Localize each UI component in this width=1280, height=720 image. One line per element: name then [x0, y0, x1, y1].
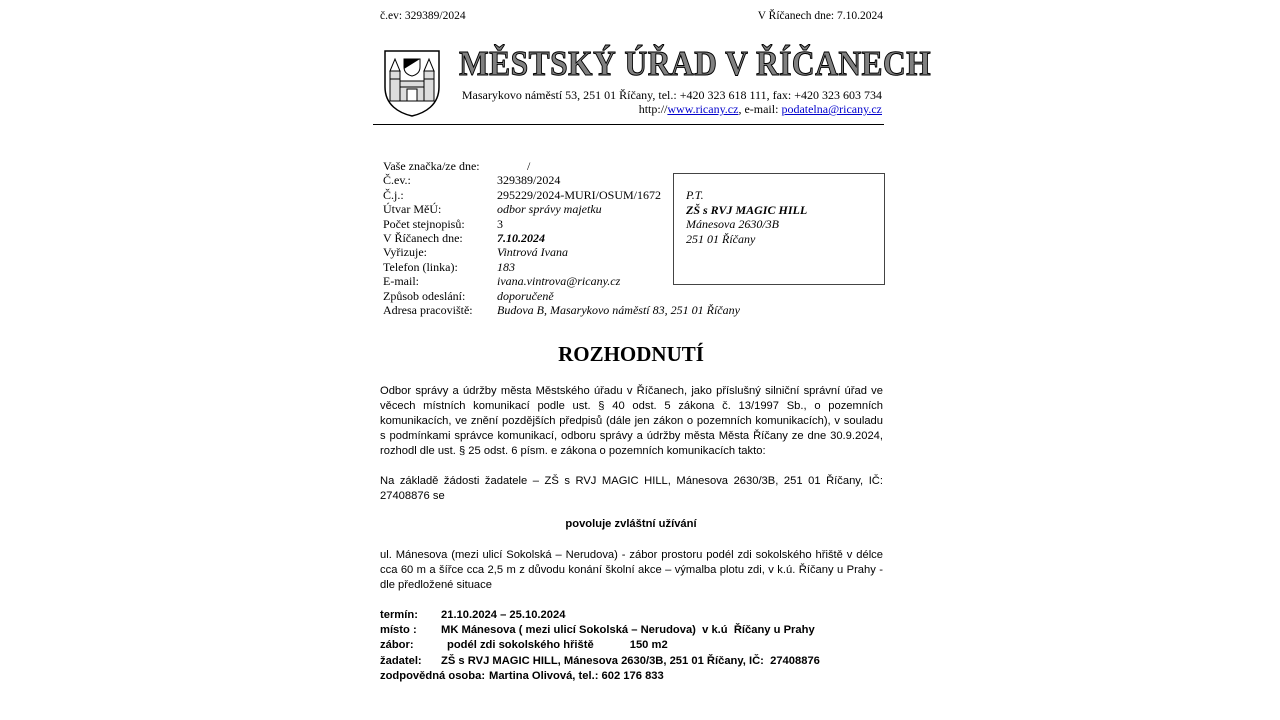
recipient-city: 251 01 Říčany	[686, 231, 756, 246]
detail-row-applicant	[380, 654, 820, 669]
meta-value: Vintrová Ivana	[497, 245, 568, 260]
meta-row	[383, 289, 740, 303]
http-prefix: http://	[638, 102, 668, 116]
detail-value: Martina Olivová, tel.: 602 176 833	[489, 669, 664, 682]
meta-label: Adresa pracoviště:	[383, 303, 473, 318]
recipient-name: ZŠ s RVJ MAGIC HILL	[686, 202, 808, 217]
recipient-street: Mánesova 2630/3B	[686, 217, 779, 231]
recipient-address-box	[673, 173, 885, 285]
meta-value: 295229/2024-MURI/OSUM/1672	[497, 187, 662, 202]
detail-label: žadatel:	[380, 654, 422, 667]
city-coat-of-arms-icon	[383, 49, 441, 117]
meta-value: ivana.vintrova@ricany.cz	[497, 274, 621, 289]
detail-row-place	[380, 623, 820, 638]
decision-verdict: povoluje zvláštní užívání	[565, 518, 697, 530]
meta-label: V Říčanech dne:	[383, 231, 463, 246]
office-contacts	[639, 102, 882, 117]
detail-value: ZŠ s RVJ MAGIC HILL, Mánesova 2630/3B, 251 01 Říčany, IČ: 27408876	[441, 654, 820, 667]
meta-value: 329389/2024	[497, 173, 561, 188]
meta-value: Budova B, Masarykovo náměstí 83, 251 01 Říčany	[497, 303, 740, 318]
meta-value: /	[497, 159, 531, 173]
detail-value: MK Mánesova ( mezi ulicí Sokolská – Nerudova) v k.ú Říčany u Prahy	[441, 624, 815, 637]
email-link[interactable]: podatelna@ricany.cz	[781, 102, 882, 116]
email-prefix: , e-mail:	[738, 102, 782, 116]
meta-value: 7.10.2024	[497, 231, 545, 246]
detail-label: termín:	[380, 609, 418, 621]
meta-label: Telefon (linka):	[383, 259, 458, 274]
meta-label: Vyřizuje:	[383, 245, 427, 260]
meta-row	[383, 303, 740, 317]
detail-value: 21.10.2024 – 25.10.2024	[441, 609, 566, 621]
detail-area: 150 m2	[629, 639, 668, 652]
detail-row-term	[380, 608, 820, 623]
detail-label: zodpovědná osoba:	[380, 669, 486, 682]
meta-label: E-mail:	[383, 274, 419, 289]
detail-label: zábor:	[380, 639, 414, 652]
meta-row	[383, 159, 740, 173]
detail-row-responsible	[380, 669, 820, 684]
meta-value: doporučeně	[497, 288, 554, 303]
recipient-salutation: P.T.	[686, 188, 704, 202]
office-address: Masarykovo náměstí 53, 251 01 Říčany, tel.: +420 323 618 111, fax: +420 323 603 734	[461, 88, 882, 102]
permit-details	[380, 608, 820, 684]
meta-label: Č.ev.:	[383, 173, 411, 188]
decision-intro: Odbor správy a údržby města Městského úřadu v Říčanech, jako příslušný silniční správní úřad ve věcech místních komunikací podle ust. § 40 odst. 5 zákona č. 13/1997 Sb., o pozemních komunikacích, ve znění pozdějších předpisů (dále jen zákon o pozemních komunikacích), v souladu s podmínkami správce komunikací, odboru správy a údržby města Města Říčany ze dne 30.9.2024, rozhodl dle ust. § 25 odst. 6 písm. e zákona o pozemních komunikacích takto:	[380, 385, 883, 457]
detail-row-occupation	[380, 638, 820, 653]
letterhead	[373, 44, 932, 125]
meta-value: odbor správy majetku	[497, 202, 602, 217]
meta-label: Počet stejnopisů:	[383, 216, 465, 231]
document-reference-number: č.ev: 329389/2024	[380, 10, 466, 22]
meta-label: Č.j.:	[383, 187, 404, 202]
detail-value: podél zdi sokolského hřiště	[447, 639, 594, 652]
document-date: V Říčanech dne: 7.10.2024	[757, 10, 883, 22]
meta-label: Způsob odeslání:	[383, 288, 466, 303]
meta-label: Útvar MěÚ:	[383, 202, 442, 217]
office-name: MĚSTSKÝ ÚŘAD V ŘÍČANECH	[459, 44, 932, 83]
meta-label: Vaše značka/ze dne:	[383, 159, 480, 173]
meta-value: 3	[497, 216, 503, 231]
decision-title: ROZHODNUTÍ	[558, 342, 704, 366]
meta-value: 183	[497, 259, 515, 274]
detail-label: místo :	[380, 624, 417, 637]
website-link[interactable]: www.ricany.cz	[667, 102, 739, 116]
decision-request: Na základě žádosti žadatele – ZŠ s RVJ MAGIC HILL, Mánesova 2630/3B, 251 01 Říčany, IČ: 27408876 se	[380, 475, 883, 502]
decision-description: ul. Mánesova (mezi ulicí Sokolská – Nerudova) - zábor prostoru podél zdi sokolského hřiště v délce cca 60 m a šířce cca 2,5 m z důvodu konání školní akce – výmalba plotu zdi, v k.ú. Říčany u Prahy - dle předložené situace	[380, 549, 883, 591]
